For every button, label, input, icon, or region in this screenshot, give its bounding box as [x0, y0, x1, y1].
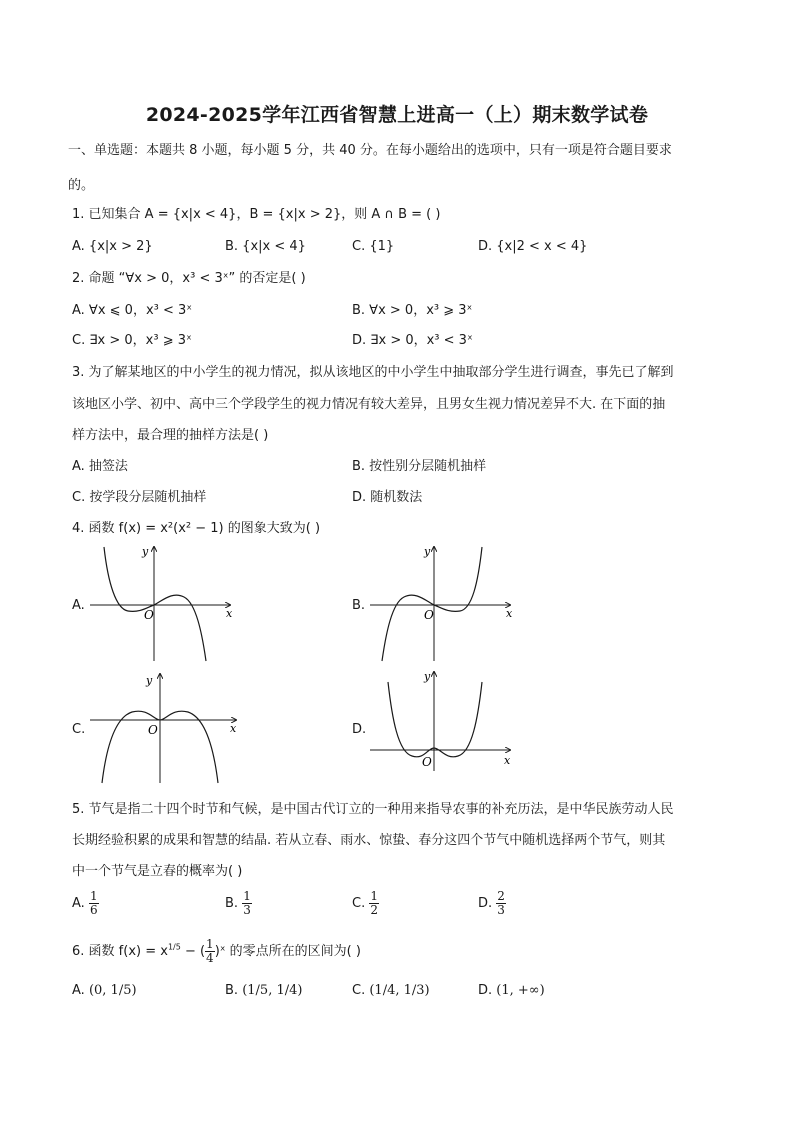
- question-3-stem-line1: 3. 为了解某地区的中小学生的视力情况，拟从该地区的中小学生中抽取部分学生进行调查，事先已了解到: [72, 365, 674, 380]
- y-axis-label: y: [424, 545, 431, 558]
- question-1-option-d: D. {x|2 < x < 4}: [478, 239, 588, 254]
- question-2-option-b: B. ∀x > 0，x³ ⩾ 3ˣ: [352, 303, 473, 318]
- question-5-stem-line1: 5. 节气是指二十四个时节和气候，是中国古代订立的一种用来指导农事的补充历法，是中华民族劳动人民: [72, 802, 674, 817]
- question-5-stem-line2: 长期经验积累的成果和智慧的结晶. 若从立春、雨水、惊蛰、春分这四个节气中随机选择两个节气，则其: [72, 833, 666, 848]
- graph-a: [88, 543, 238, 663]
- question-3-option-b: B. 按性别分层随机抽样: [352, 459, 487, 474]
- question-4-option-c-label: C.: [72, 722, 86, 737]
- question-3-stem-line3: 样方法中，最合理的抽样方法是( ): [72, 428, 269, 443]
- curve: [382, 547, 482, 661]
- question-3-option-c: C. 按学段分层随机抽样: [72, 490, 207, 505]
- question-2-option-d: D. ∃x > 0，x³ < 3ˣ: [352, 333, 473, 348]
- question-6-stem: 6. 函数 $f(x) = x^{1/5}$ − ( $\frac{1}{4}$ )ˣ 的零点所在的区间为( ): [72, 937, 361, 965]
- graph-b: [368, 543, 518, 663]
- x-axis-label: x: [506, 607, 513, 620]
- question-5-option-c: C. $\frac{1}{2}$: [352, 889, 378, 917]
- origin-label: O: [424, 608, 434, 622]
- question-6-option-b: B. (1/5, 1/4): [225, 983, 303, 998]
- curve: [388, 682, 482, 757]
- x-axis-label: x: [226, 607, 233, 620]
- question-1-stem: 1. 已知集合 A = {x|x < 4}，B = {x|x > 2}，则 A ∩ B = ( ): [72, 207, 441, 222]
- x-axis-label: x: [230, 722, 237, 735]
- question-2-option-c: C. ∃x > 0，x³ ⩾ 3ˣ: [72, 333, 192, 348]
- fraction: $\frac{1}{6}$: [89, 889, 98, 917]
- question-5-option-a: A. $\frac{1}{6}$: [72, 889, 98, 917]
- y-axis-label: y: [424, 670, 431, 683]
- question-4-stem: 4. 函数 f(x) = x²(x² − 1) 的图象大致为( ): [72, 521, 321, 536]
- question-1-option-c: C. {1}: [352, 239, 395, 254]
- question-2-stem: 2. 命题 “∀x > 0，x³ < 3ˣ” 的否定是( ): [72, 271, 306, 286]
- question-4-option-a-label: A.: [72, 598, 85, 613]
- fraction: $\frac{1}{3}$: [243, 889, 251, 917]
- curve: [104, 547, 206, 661]
- y-axis-label: y: [142, 545, 149, 558]
- x-axis-label: x: [504, 754, 511, 767]
- question-6-option-d: D. (1, +∞): [478, 983, 545, 998]
- graph-c: [88, 670, 240, 785]
- fraction: $\frac{2}{3}$: [497, 889, 505, 917]
- question-3-option-d: D. 随机数法: [352, 490, 423, 505]
- question-5-option-b: B. $\frac{1}{3}$: [225, 889, 251, 917]
- origin-label: O: [422, 755, 432, 769]
- question-5-stem-line3: 中一个节气是立春的概率为( ): [72, 864, 243, 879]
- question-4-option-b-label: B.: [352, 598, 366, 613]
- graph-d: [368, 668, 518, 773]
- question-4-option-d-label: D.: [352, 722, 367, 737]
- question-6-option-a: A. (0, 1/5): [72, 983, 137, 998]
- y-axis-label: y: [146, 674, 153, 687]
- question-1-option-a: A. {x|x > 2}: [72, 239, 153, 254]
- section-heading-cont: 的。: [68, 178, 95, 193]
- question-2-option-a: A. ∀x ⩽ 0，x³ < 3ˣ: [72, 303, 193, 318]
- question-6-option-c: C. (1/4, 1/3): [352, 983, 430, 998]
- fraction: $\frac{1}{2}$: [370, 889, 378, 917]
- origin-label: O: [148, 723, 158, 737]
- question-1-option-b: B. {x|x < 4}: [225, 239, 306, 254]
- question-3-stem-line2: 该地区小学、初中、高中三个学段学生的视力情况有较大差异，且男女生视力情况差异不大. 在下面的抽: [72, 397, 666, 412]
- page-title: 2024-2025学年江西省智慧上进高一（上）期末数学试卷: [145, 104, 649, 126]
- question-3-option-a: A. 抽签法: [72, 459, 128, 474]
- section-heading: 一、单选题：本题共 8 小题，每小题 5 分，共 40 分。在每小题给出的选项中，只有一项是符合题目要求: [68, 143, 672, 158]
- fraction: $\frac{1}{4}$: [206, 937, 214, 965]
- question-5-option-d: D. $\frac{2}{3}$: [478, 889, 505, 917]
- origin-label: O: [144, 608, 154, 622]
